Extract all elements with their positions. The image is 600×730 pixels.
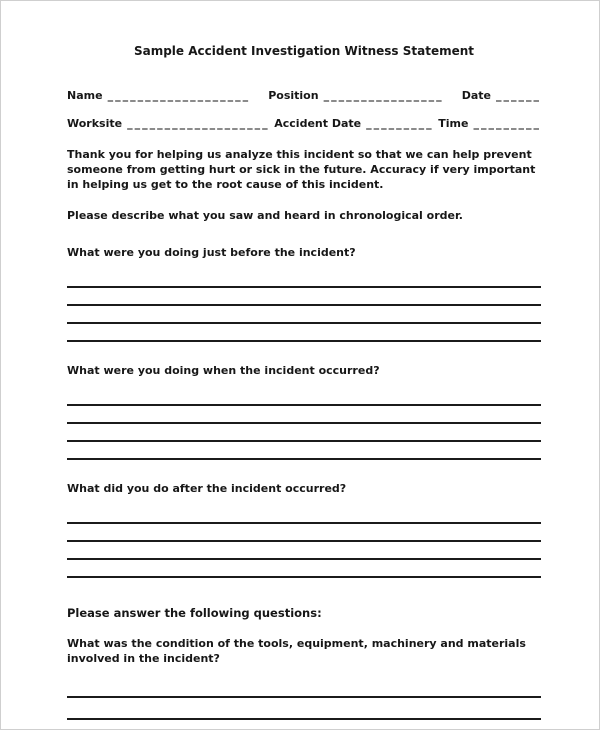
answer-line bbox=[67, 442, 541, 460]
answer-line bbox=[67, 720, 541, 730]
answer-line bbox=[67, 324, 541, 342]
document-title: Sample Accident Investigation Witness Statement bbox=[133, 44, 475, 58]
answer-line bbox=[67, 270, 541, 288]
position-blank: ________________ bbox=[323, 89, 444, 103]
question-heading: What were you doing when the incident occurred? bbox=[67, 364, 380, 378]
final-question: What was the condition of the tools, equipment, machinery and materials involved in the incident? bbox=[67, 637, 526, 666]
answer-line bbox=[67, 288, 541, 306]
intro-paragraph: Thank you for helping us analyze this incident so that we can help prevent someone from getting hurt or sick in the future. Accuracy if very important in helping us get to the root cause of this incident. bbox=[67, 147, 536, 191]
answer-line bbox=[67, 560, 541, 578]
worksite-field bbox=[67, 117, 270, 132]
question-heading: What were you doing just before the incident? bbox=[67, 246, 356, 260]
answer-lines-group bbox=[67, 270, 541, 342]
question-block-2 bbox=[67, 364, 541, 460]
accident-date-blank: _________ bbox=[366, 117, 434, 131]
describe-instruction: Please describe what you saw and heard in chronological order. bbox=[67, 209, 463, 223]
position-field bbox=[268, 89, 443, 104]
answer-line bbox=[67, 524, 541, 542]
answer-line bbox=[67, 406, 541, 424]
question-block-1 bbox=[67, 246, 541, 342]
answer-line bbox=[67, 698, 541, 720]
time-label: Time bbox=[438, 117, 469, 131]
answer-line bbox=[67, 424, 541, 442]
answer-line bbox=[67, 676, 541, 698]
time-blank: _________ bbox=[473, 117, 541, 131]
question-block-3 bbox=[67, 482, 541, 578]
answer-section-heading: Please answer the following questions: bbox=[67, 605, 322, 620]
header-field-row-2 bbox=[67, 117, 541, 132]
date-blank: ______ bbox=[495, 89, 541, 103]
time-field bbox=[438, 117, 541, 132]
name-field bbox=[67, 89, 250, 104]
date-field bbox=[462, 89, 541, 104]
worksite-label: Worksite bbox=[67, 117, 123, 131]
answer-line bbox=[67, 306, 541, 324]
answer-line bbox=[67, 388, 541, 406]
answer-line bbox=[67, 542, 541, 560]
answer-lines-group bbox=[67, 676, 541, 730]
name-blank: ___________________ bbox=[107, 89, 251, 103]
name-label: Name bbox=[67, 89, 103, 103]
date-label: Date bbox=[461, 89, 491, 103]
worksite-blank: ___________________ bbox=[127, 117, 270, 131]
answer-lines-group bbox=[67, 506, 541, 578]
answer-line bbox=[67, 506, 541, 524]
answer-lines-group bbox=[67, 388, 541, 460]
question-heading: What did you do after the incident occurred? bbox=[67, 481, 347, 495]
accident-date-field bbox=[274, 117, 433, 132]
accident-date-label: Accident Date bbox=[274, 117, 362, 131]
header-field-row-1 bbox=[67, 89, 541, 104]
position-label: Position bbox=[268, 89, 319, 103]
